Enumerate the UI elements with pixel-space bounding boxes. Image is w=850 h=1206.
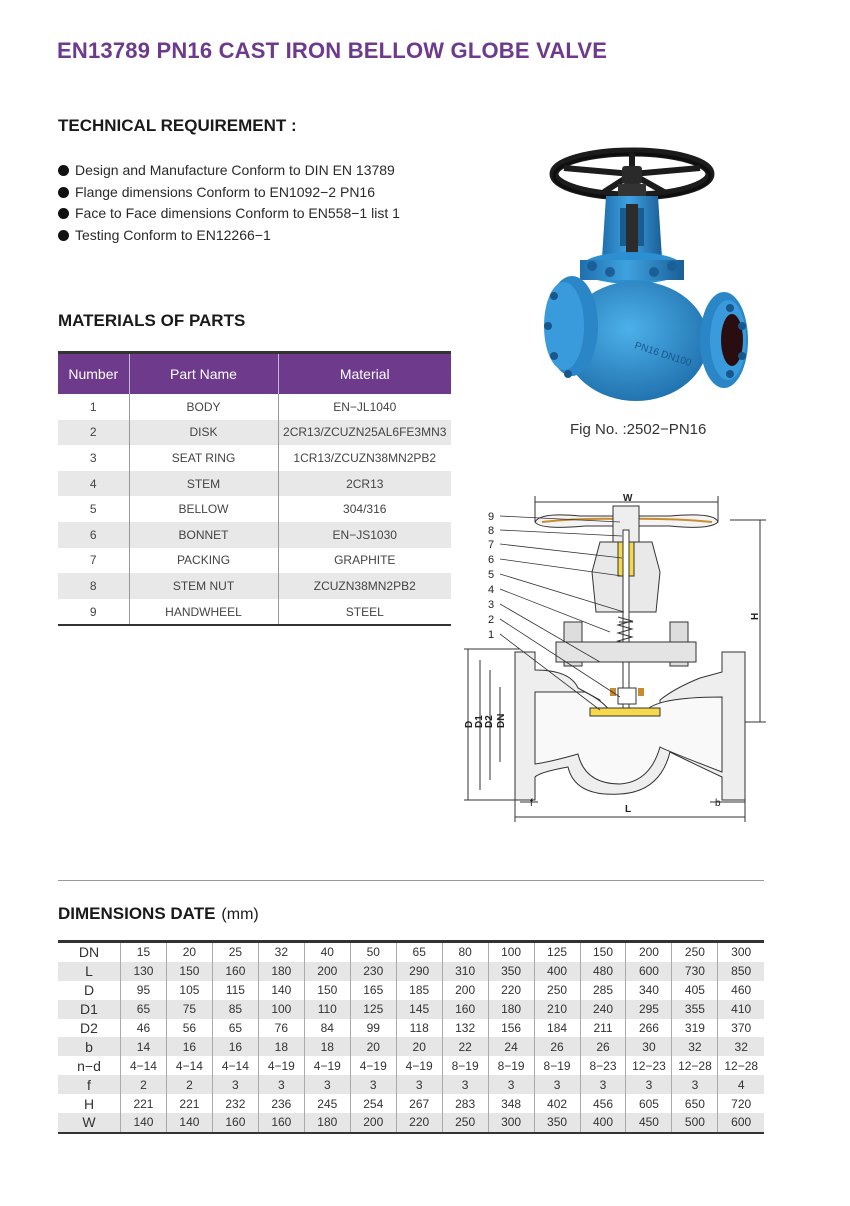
dimension-value: 211 <box>580 1019 626 1038</box>
dimension-value: 140 <box>258 981 304 1000</box>
table-row <box>58 1113 764 1133</box>
dimension-value: 12−23 <box>626 1056 672 1075</box>
dimension-value: 145 <box>396 1000 442 1019</box>
dimension-value: 140 <box>166 1113 212 1133</box>
dimension-value: 3 <box>488 1075 534 1094</box>
dimension-value: 290 <box>396 962 442 981</box>
part-number: 1 <box>89 399 97 414</box>
dimension-value: 3 <box>212 1075 258 1094</box>
list-item <box>58 203 400 225</box>
row-label: D2 <box>80 1020 98 1036</box>
dimension-value: 355 <box>672 1000 718 1019</box>
technical-requirement-heading: TECHNICAL REQUIREMENT : <box>58 116 297 135</box>
dimension-value: 210 <box>534 1000 580 1019</box>
dimension-value: 200 <box>626 942 672 962</box>
part-number: 7 <box>89 553 97 568</box>
dimension-value: 24 <box>488 1037 534 1056</box>
dimension-label-d1: D1 <box>474 715 485 728</box>
table-row <box>58 962 764 981</box>
table-row <box>58 573 451 599</box>
dimension-label-w: W <box>623 493 633 504</box>
part-material: 304/316 <box>278 496 451 522</box>
dimension-value: 14 <box>121 1037 167 1056</box>
dimension-value: 3 <box>626 1075 672 1094</box>
dimension-value: 65 <box>212 1019 258 1038</box>
dimension-value: 140 <box>121 1113 167 1133</box>
dimension-value: 295 <box>626 1000 672 1019</box>
dimension-value: 240 <box>580 1000 626 1019</box>
part-number: 8 <box>58 573 129 599</box>
dimension-value: 3 <box>442 1075 488 1094</box>
dimension-value: 232 <box>212 1094 258 1113</box>
dimension-label-f: f <box>530 798 533 809</box>
dimension-value: 20 <box>166 942 212 962</box>
dimension-value: 850 <box>718 962 764 981</box>
row-label: f <box>58 1075 121 1094</box>
dimension-value: 4−14 <box>166 1056 212 1075</box>
dimension-value: 410 <box>718 1000 764 1019</box>
dimension-value: 250 <box>534 981 580 1000</box>
dimension-value: 310 <box>442 962 488 981</box>
row-label: L <box>58 962 121 981</box>
dimension-value: 30 <box>626 1037 672 1056</box>
technical-requirement-list <box>58 160 400 246</box>
dimension-value: 22 <box>442 1037 488 1056</box>
dimension-value: 221 <box>121 1094 167 1113</box>
dimension-value: 26 <box>534 1037 580 1056</box>
dimension-value: 405 <box>672 981 718 1000</box>
dimension-value: 3 <box>350 1075 396 1094</box>
dimension-value: 319 <box>672 1019 718 1038</box>
dimension-value: 160 <box>212 962 258 981</box>
dimension-value: 221 <box>166 1094 212 1113</box>
dimension-value: 65 <box>121 1000 167 1019</box>
table-row <box>58 599 451 626</box>
callout-label: 9 <box>488 511 495 523</box>
dimension-value: 32 <box>718 1037 764 1056</box>
dimension-label-dn: DN <box>496 713 507 728</box>
row-label: W <box>58 1113 121 1133</box>
dimension-value: 200 <box>442 981 488 1000</box>
dimension-value: 4 <box>718 1075 764 1094</box>
dimension-value: 100 <box>258 1000 304 1019</box>
dimension-value: 65 <box>396 942 442 962</box>
list-item <box>58 225 400 247</box>
list-item <box>58 182 400 204</box>
dimension-value: 32 <box>672 1037 718 1056</box>
row-label: H <box>83 1095 95 1112</box>
dimension-label-l: L <box>625 804 632 815</box>
dimension-value: 12−28 <box>672 1056 718 1075</box>
dimension-value: 480 <box>580 962 626 981</box>
dimension-value: 8−23 <box>580 1056 626 1075</box>
dimension-value: 105 <box>166 981 212 1000</box>
dimension-value: 460 <box>718 981 764 1000</box>
dimension-value: 456 <box>580 1094 626 1113</box>
dimension-value: 75 <box>166 1000 212 1019</box>
dimension-value: 26 <box>580 1037 626 1056</box>
dimension-value: 730 <box>672 962 718 981</box>
dimension-value: 267 <box>396 1094 442 1113</box>
dimension-value: 348 <box>488 1094 534 1113</box>
part-material: 1CR13/ZCUZN38MN2PB2 <box>278 445 451 471</box>
dimension-value: 185 <box>396 981 442 1000</box>
dimension-value: 85 <box>212 1000 258 1019</box>
column-header-part-name: Part Name <box>129 353 278 395</box>
table-row <box>58 1075 764 1094</box>
part-material: EN−JL1040 <box>278 394 451 420</box>
dimension-value: 250 <box>442 1113 488 1133</box>
dimension-value: 650 <box>672 1094 718 1113</box>
part-name: BONNET <box>129 522 278 548</box>
dimension-value: 8−19 <box>488 1056 534 1075</box>
callout-label: 6 <box>488 554 495 566</box>
table-row <box>58 471 451 497</box>
dimension-value: 110 <box>304 1000 350 1019</box>
part-material: 2CR13 <box>278 471 451 497</box>
dimension-value: 4−19 <box>350 1056 396 1075</box>
table-row <box>58 942 764 962</box>
dimension-value: 20 <box>396 1037 442 1056</box>
dimension-value: 3 <box>258 1075 304 1094</box>
dimension-value: 200 <box>350 1113 396 1133</box>
part-name: STEM NUT <box>129 573 278 599</box>
dimension-value: 254 <box>350 1094 396 1113</box>
dimension-value: 350 <box>534 1113 580 1133</box>
part-number: 3 <box>89 450 97 465</box>
callout-label: 7 <box>488 539 495 551</box>
dimension-value: 160 <box>258 1113 304 1133</box>
part-number: 9 <box>58 599 129 626</box>
dimension-value: 99 <box>350 1019 396 1038</box>
dimension-value: 236 <box>258 1094 304 1113</box>
dimension-value: 3 <box>580 1075 626 1094</box>
callout-label: 5 <box>488 569 495 581</box>
list-item-text: Face to Face dimensions Conform to EN558−1 list 1 <box>75 205 400 221</box>
row-label: D1 <box>58 1000 121 1019</box>
list-item-text: Testing Conform to EN12266−1 <box>75 226 271 243</box>
dimension-value: 300 <box>718 942 764 962</box>
bullet-icon <box>58 187 69 198</box>
part-material: GRAPHITE <box>278 548 451 574</box>
dimension-value: 18 <box>304 1037 350 1056</box>
dimension-value: 180 <box>304 1113 350 1133</box>
bullet-icon <box>58 230 69 241</box>
row-label: DN <box>58 942 121 962</box>
dimension-value: 95 <box>121 981 167 1000</box>
dimension-value: 125 <box>534 942 580 962</box>
dimension-value: 76 <box>258 1019 304 1038</box>
table-row <box>58 496 451 522</box>
dimension-value: 150 <box>304 981 350 1000</box>
part-name: PACKING <box>129 548 278 574</box>
dimension-value: 12−28 <box>718 1056 764 1075</box>
dimension-value: 200 <box>304 962 350 981</box>
dimension-value: 184 <box>534 1019 580 1038</box>
dimension-value: 150 <box>580 942 626 962</box>
table-row <box>58 1056 764 1075</box>
valve-cross-section-drawing <box>460 492 770 822</box>
table-row <box>58 548 451 574</box>
dimension-value: 160 <box>442 1000 488 1019</box>
dimension-value: 4−19 <box>396 1056 442 1075</box>
table-row <box>58 1094 764 1113</box>
dimension-value: 80 <box>442 942 488 962</box>
table-header-row <box>58 353 451 395</box>
section-divider <box>58 880 764 881</box>
dimension-label-h: H <box>750 612 761 620</box>
table-row <box>58 1019 764 1038</box>
dimension-value: 3 <box>672 1075 718 1094</box>
dimension-value: 15 <box>121 942 167 962</box>
dimension-label-b: b <box>715 798 721 809</box>
dimension-value: 165 <box>350 981 396 1000</box>
dimension-value: 300 <box>488 1113 534 1133</box>
valve-body-marking: PN16 DN100 <box>633 340 693 370</box>
dimension-value: 4−19 <box>258 1056 304 1075</box>
dimension-value: 4−19 <box>304 1056 350 1075</box>
part-name: SEAT RING <box>129 445 278 471</box>
dimension-value: 50 <box>350 942 396 962</box>
table-row <box>58 445 451 471</box>
dimension-value: 250 <box>672 942 718 962</box>
dimension-value: 156 <box>488 1019 534 1038</box>
dimension-value: 3 <box>304 1075 350 1094</box>
part-number: 2 <box>58 420 129 446</box>
materials-table <box>58 351 451 626</box>
dimension-value: 283 <box>442 1094 488 1113</box>
table-row <box>58 420 451 446</box>
dimension-label-d2: D2 <box>484 715 495 728</box>
dimension-value: 350 <box>488 962 534 981</box>
part-material: STEEL <box>278 599 451 626</box>
callout-label: 8 <box>488 525 495 537</box>
list-item-text: Design and Manufacture Conform to DIN EN 13789 <box>75 162 395 178</box>
callout-label: 1 <box>488 629 495 641</box>
part-name: BODY <box>129 394 278 420</box>
dimensions-heading <box>58 904 259 924</box>
dimension-value: 16 <box>212 1037 258 1056</box>
row-label: b <box>58 1037 121 1056</box>
dimension-value: 2 <box>166 1075 212 1094</box>
table-row <box>58 522 451 548</box>
dimension-value: 370 <box>718 1019 764 1038</box>
dimension-value: 40 <box>304 942 350 962</box>
part-material: ZCUZN38MN2PB2 <box>278 573 451 599</box>
dimension-value: 220 <box>396 1113 442 1133</box>
dimension-value: 180 <box>488 1000 534 1019</box>
dimension-value: 266 <box>626 1019 672 1038</box>
dimension-value: 400 <box>580 1113 626 1133</box>
dimension-value: 400 <box>534 962 580 981</box>
dimension-value: 160 <box>212 1113 258 1133</box>
part-name: STEM <box>129 471 278 497</box>
dimension-value: 16 <box>166 1037 212 1056</box>
callout-label: 2 <box>488 614 495 626</box>
list-item-text: Flange dimensions Conform to EN1092−2 PN16 <box>75 183 376 200</box>
part-number: 4 <box>58 471 129 497</box>
column-header-material: Material <box>278 353 451 395</box>
dimension-value: 46 <box>121 1019 167 1038</box>
dimension-value: 4−14 <box>212 1056 258 1075</box>
dimension-value: 600 <box>718 1113 764 1133</box>
dimension-value: 3 <box>396 1075 442 1094</box>
dimension-value: 32 <box>258 942 304 962</box>
dimension-value: 8−19 <box>534 1056 580 1075</box>
dimension-value: 285 <box>580 981 626 1000</box>
dimension-value: 4−14 <box>121 1056 167 1075</box>
part-name: HANDWHEEL <box>129 599 278 626</box>
dimension-value: 2 <box>121 1075 167 1094</box>
part-name: DISK <box>129 420 278 446</box>
dimension-value: 125 <box>350 1000 396 1019</box>
dimension-value: 84 <box>304 1019 350 1038</box>
dimension-value: 605 <box>626 1094 672 1113</box>
part-material: EN−JS1030 <box>278 522 451 548</box>
dimension-value: 3 <box>534 1075 580 1094</box>
dimension-value: 340 <box>626 981 672 1000</box>
dimension-value: 180 <box>258 962 304 981</box>
bullet-icon <box>58 208 69 219</box>
dimension-value: 600 <box>626 962 672 981</box>
dimension-value: 450 <box>626 1113 672 1133</box>
dimension-value: 25 <box>212 942 258 962</box>
table-row <box>58 1000 764 1019</box>
page-title: EN13789 PN16 CAST IRON BELLOW GLOBE VALVE <box>57 38 608 63</box>
table-row <box>58 981 764 1000</box>
globe-valve-photo <box>534 146 752 418</box>
dimension-value: 402 <box>534 1094 580 1113</box>
part-number: 5 <box>89 502 97 517</box>
dimension-value: 18 <box>258 1037 304 1056</box>
dimension-value: 230 <box>350 962 396 981</box>
table-row <box>58 394 451 420</box>
dimension-value: 20 <box>350 1037 396 1056</box>
bullet-icon <box>58 165 69 176</box>
dimension-value: 132 <box>442 1019 488 1038</box>
row-label: n−d <box>77 1057 101 1074</box>
list-item <box>58 160 400 182</box>
dimension-value: 220 <box>488 981 534 1000</box>
materials-heading: MATERIALS OF PARTS <box>58 311 246 330</box>
dimension-value: 56 <box>166 1019 212 1038</box>
dimensions-unit: (mm) <box>221 906 259 923</box>
column-header-number: Number <box>58 353 129 395</box>
row-label: D <box>83 982 95 999</box>
part-name: BELLOW <box>129 496 278 522</box>
dimension-value: 115 <box>212 981 258 1000</box>
dimensions-table <box>58 940 764 1134</box>
dimension-value: 720 <box>718 1094 764 1113</box>
dimension-value: 150 <box>166 962 212 981</box>
callout-label: 3 <box>488 599 495 611</box>
dimension-value: 100 <box>488 942 534 962</box>
callout-label: 4 <box>488 584 495 596</box>
dimension-value: 8−19 <box>442 1056 488 1075</box>
part-material: 2CR13/ZCUZN25AL6FE3MN3 <box>278 420 451 446</box>
dimension-value: 245 <box>304 1094 350 1113</box>
dimension-label-d: D <box>464 720 475 728</box>
part-number: 6 <box>58 522 129 548</box>
dimensions-heading-text: DIMENSIONS DATE <box>58 904 216 923</box>
dimension-value: 118 <box>396 1019 442 1038</box>
table-row <box>58 1037 764 1056</box>
dimension-value: 130 <box>121 962 167 981</box>
dimension-value: 500 <box>672 1113 718 1133</box>
figure-caption: Fig No. :2502−PN16 <box>570 421 707 438</box>
